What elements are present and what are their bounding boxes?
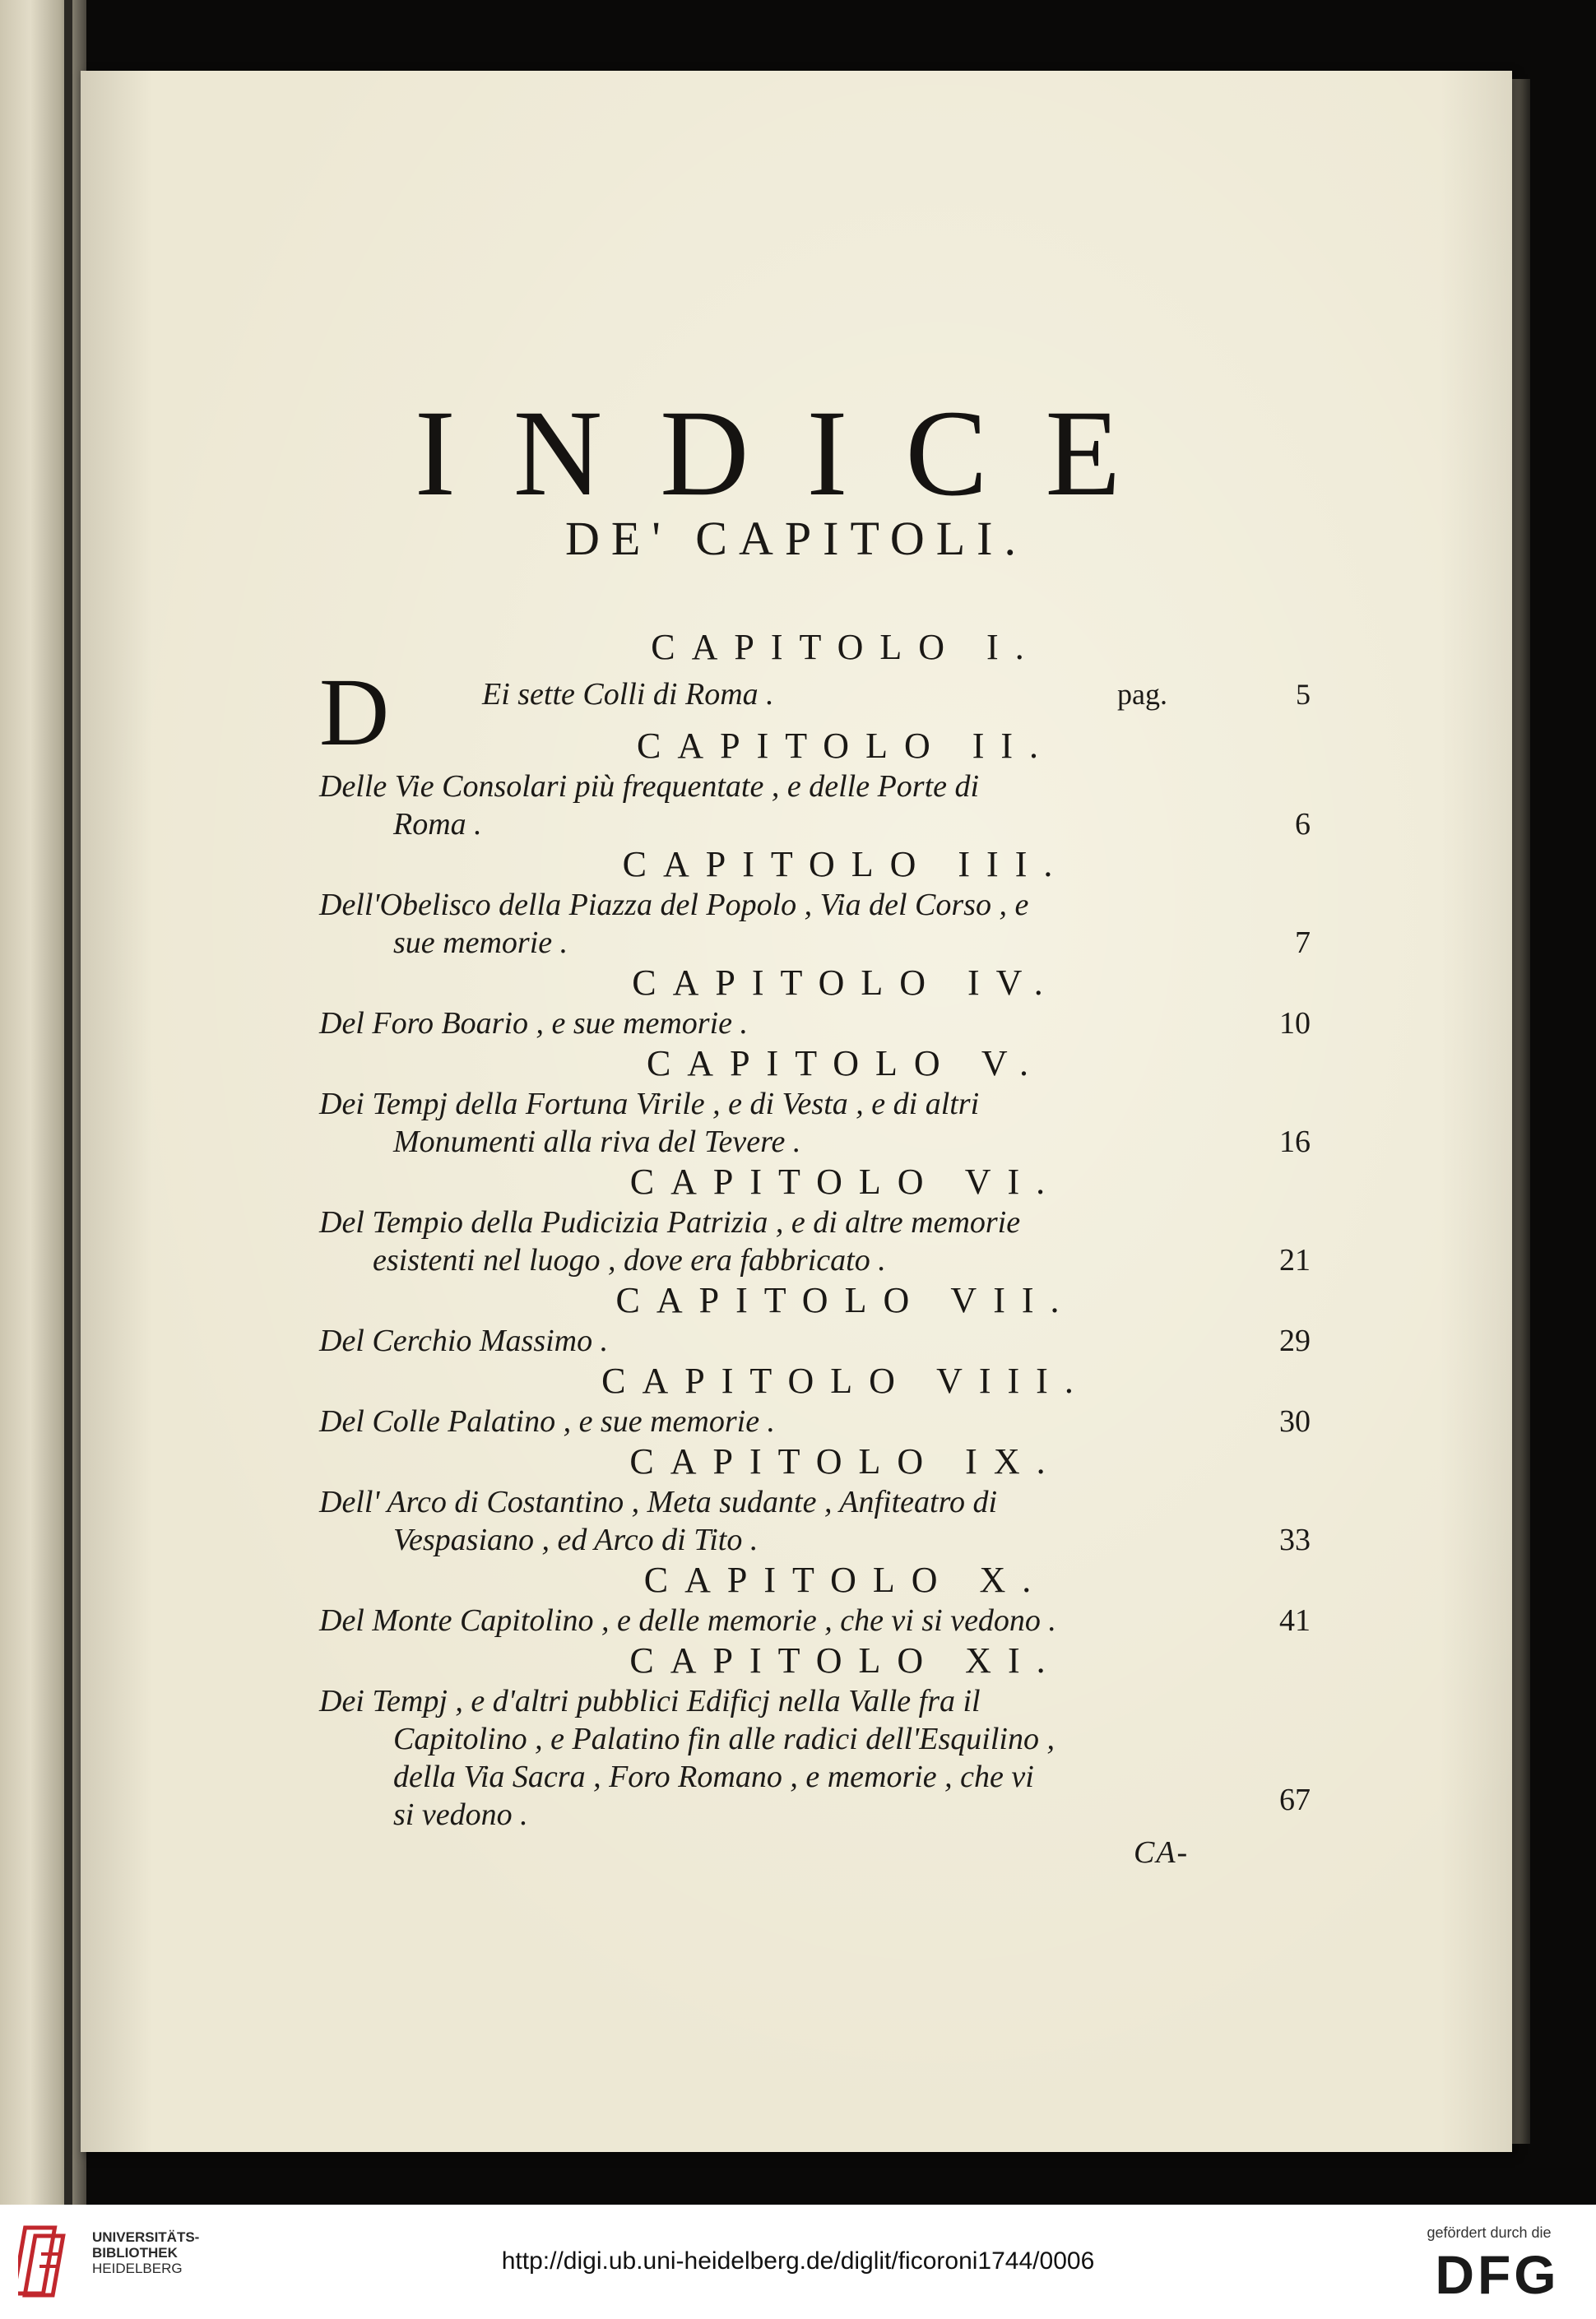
funded-by-label: gefördert durch die: [1427, 2224, 1552, 2241]
book-edge: [0, 0, 86, 2205]
chapter-heading: CAPITOLO IX.: [629, 1441, 1062, 1482]
entry-line: [237, 1403, 1311, 1440]
chapter-heading: CAPITOLO III.: [622, 844, 1069, 884]
page-number: 5: [1296, 678, 1311, 711]
entry-line: [237, 1241, 1311, 1279]
catchword-line: [237, 1834, 1249, 1875]
entry-line: Dei Tempj , e d'altri pubblici Edificj nella Valle fra il: [319, 1684, 981, 1718]
pag-label: pag.: [1117, 678, 1167, 711]
entry-text: Del Foro Boario , e sue memorie .: [319, 1006, 748, 1041]
entry-text: Roma .: [393, 807, 482, 842]
page-number: 67: [1279, 1783, 1311, 1817]
entry-line: Dei Tempj della Fortuna Virile , e di Vesta , e di altri: [319, 1087, 980, 1121]
toc-entry: [237, 1161, 1454, 1279]
toc-entry: [237, 1279, 1454, 1360]
entry-text: Monumenti alla riva del Tevere .: [393, 1125, 801, 1159]
permalink-url[interactable]: http://digi.ub.uni-heidelberg.de/diglit/ficoroni1744/0006: [501, 2247, 1095, 2275]
chapter-heading: CAPITOLO VII.: [615, 1280, 1076, 1320]
entry-line: Dell' Arco di Costantino , Meta sudante , Anfiteatro di: [319, 1485, 998, 1519]
toc-entry: [237, 725, 1454, 843]
toc-entry: [237, 1042, 1454, 1161]
chapter-heading: CAPITOLO IV.: [632, 962, 1060, 1003]
entry-line: Dell'Obelisco della Piazza del Popolo , Via del Corso , e: [319, 888, 1029, 922]
entry-line: [237, 1004, 1311, 1042]
page-shadow: [1512, 79, 1530, 2144]
entry-line: Delle Vie Consolari più frequentate , e delle Porte di: [319, 769, 980, 804]
entry-line: [237, 805, 1311, 843]
library-line: UNIVERSITÄTS-: [92, 2229, 200, 2245]
entry-text: esistenti nel luogo , dove era fabbricato .: [373, 1243, 886, 1278]
library-line: HEIDELBERG: [92, 2261, 183, 2276]
entry-line: [237, 924, 1311, 962]
toc-entry: [237, 1360, 1454, 1440]
chapter-heading: CAPITOLO V.: [646, 1043, 1046, 1083]
page-title: INDICE: [414, 385, 1179, 522]
entry-text: Del Colle Palatino , e sue memorie .: [319, 1404, 776, 1439]
page-number: 21: [1279, 1243, 1311, 1278]
page-number: 30: [1279, 1404, 1311, 1439]
catchword: CA-: [1134, 1835, 1190, 1870]
entry-text: Ei sette Colli di Roma .: [482, 677, 774, 712]
page-subtitle: DE' CAPITOLI.: [565, 512, 1028, 565]
entry-line: Capitolino , e Palatino fin alle radici dell'Esquilino ,: [393, 1722, 1055, 1756]
page-number: 10: [1279, 1006, 1311, 1041]
page-number: 7: [1295, 925, 1311, 960]
footer-bar: [0, 2205, 1596, 2319]
page-number: 6: [1295, 807, 1311, 842]
toc-entry: [237, 962, 1454, 1042]
entry-line: [237, 1783, 1311, 1834]
page-number: 16: [1279, 1125, 1311, 1159]
chapter-heading: CAPITOLO II.: [636, 726, 1055, 766]
entry-line: [237, 1123, 1311, 1161]
entry-text: sue memorie .: [393, 925, 568, 960]
toc-entry: [237, 843, 1454, 962]
university-library-logo-icon[interactable]: [18, 2221, 84, 2303]
toc-entry: [237, 1440, 1454, 1559]
table-of-contents: [237, 626, 1454, 1875]
chapter-heading: CAPITOLO VI.: [629, 1162, 1062, 1202]
entry-text: Del Cerchio Massimo .: [319, 1324, 609, 1358]
entry-text: Del Monte Capitolino , e delle memorie , che vi si vedono .: [319, 1603, 1056, 1638]
entry-line: della Via Sacra , Foro Romano , e memorie , che vi: [393, 1760, 1034, 1794]
dfg-logo[interactable]: DFG: [1435, 2244, 1560, 2305]
toc-entry: [237, 1640, 1454, 1875]
page-number: 33: [1279, 1523, 1311, 1557]
toc-entry: [237, 1559, 1454, 1640]
library-line: BIBLIOTHEK: [92, 2245, 178, 2261]
page-number: 29: [1279, 1324, 1311, 1358]
drop-cap: D: [319, 658, 390, 766]
scanned-page: [81, 71, 1512, 2152]
entry-line: [237, 1521, 1311, 1559]
entry-line: Del Tempio della Pudicizia Patrizia , e di altre memorie: [319, 1205, 1021, 1240]
chapter-heading: CAPITOLO XI.: [629, 1640, 1062, 1681]
entry-line: [237, 1602, 1311, 1640]
chapter-heading: CAPITOLO I.: [651, 627, 1041, 667]
library-name: [92, 2229, 199, 2276]
chapter-heading: CAPITOLO VIII.: [601, 1361, 1090, 1401]
entry-text: Vespasiano , ed Arco di Tito .: [393, 1523, 759, 1557]
page-number: 41: [1279, 1603, 1311, 1638]
chapter-heading: CAPITOLO X.: [643, 1560, 1048, 1600]
entry-line: [237, 1322, 1311, 1360]
entry-text: si vedono .: [393, 1797, 528, 1832]
